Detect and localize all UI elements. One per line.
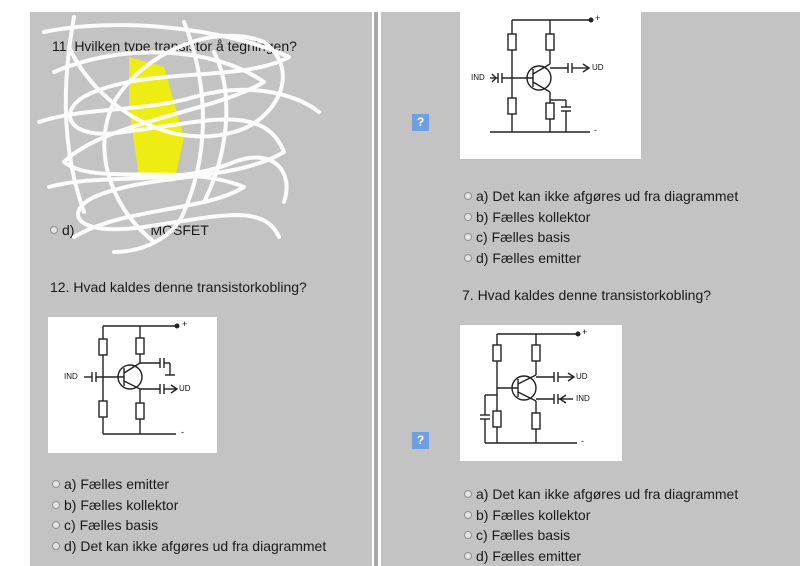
option-text: Det kan ikke afgøres ud fra diagrammet	[492, 188, 739, 205]
question-7-circuit-diagram	[460, 325, 622, 461]
question-7-option-c[interactable]	[464, 525, 738, 546]
option-letter: c)	[64, 517, 76, 534]
radio-button[interactable]	[464, 254, 472, 262]
option-text: Fælles emitter	[492, 249, 582, 266]
question-12-option-a[interactable]	[52, 474, 326, 495]
radio-button[interactable]	[464, 552, 472, 560]
option-letter: a)	[64, 476, 77, 493]
question-7-option-d[interactable]	[464, 546, 738, 566]
diagram-minus-label: -	[181, 427, 184, 437]
diagram-plus-label: +	[582, 327, 588, 337]
radio-button[interactable]	[464, 213, 472, 221]
option-letter: d)	[64, 537, 77, 554]
question-12-circuit-diagram	[48, 317, 217, 453]
option-text: Det kan ikke afgøres ud fra diagrammet	[80, 537, 327, 554]
radio-button[interactable]	[52, 521, 60, 529]
option-text: Fælles kollektor	[80, 496, 179, 513]
option-letter: a)	[476, 486, 489, 503]
diagram-input-label: IND	[471, 73, 485, 82]
radio-button[interactable]	[52, 542, 60, 550]
option-letter: b)	[64, 496, 77, 513]
option-text: Fælles basis	[491, 527, 571, 544]
option-letter: c)	[476, 527, 488, 544]
diagram-output-label: UD	[179, 384, 191, 393]
question-7-answers	[464, 484, 738, 566]
diagram-plus-label: +	[595, 13, 601, 23]
option-text: Fælles basis	[491, 229, 571, 246]
question-6-circuit-diagram	[460, 12, 641, 159]
question-12-text: 12. Hvad kaldes denne transistorkobling?	[50, 279, 307, 295]
option-text: Fælles kollektor	[492, 208, 591, 225]
radio-button[interactable]	[52, 480, 60, 488]
radio-button[interactable]	[464, 192, 472, 200]
question-11-start: Hvilken	[74, 38, 125, 54]
question-6-help-icon[interactable]: ?	[412, 114, 429, 131]
question-6-option-b[interactable]	[464, 207, 738, 228]
option-text: Fælles kollektor	[492, 506, 591, 523]
question-11-number: 11.	[52, 38, 75, 54]
question-11-middle: type transistor	[124, 38, 216, 54]
option-text: Fælles basis	[79, 517, 159, 534]
diagram-input-label: IND	[576, 394, 590, 403]
pane-divider[interactable]	[374, 12, 378, 566]
question-6-answers	[464, 186, 738, 268]
radio-button[interactable]	[464, 511, 472, 519]
question-11-end: å tegningen?	[215, 38, 297, 54]
diagram-minus-label: -	[594, 125, 597, 135]
diagram-input-label: IND	[64, 372, 78, 381]
question-12-answers	[52, 474, 326, 556]
option-text: Det kan ikke afgøres ud fra diagrammet	[492, 486, 739, 503]
diagram-minus-label: -	[581, 436, 584, 446]
radio-button[interactable]	[464, 490, 472, 498]
question-6-option-a[interactable]	[464, 186, 738, 207]
diagram-plus-label: +	[182, 319, 188, 329]
question-12-option-d[interactable]	[52, 536, 326, 557]
option-letter: d)	[62, 222, 75, 239]
diagram-output-label: UD	[592, 63, 604, 72]
radio-button[interactable]	[464, 233, 472, 241]
option-text: Fælles emitter	[80, 476, 170, 493]
question-7-text: 7. Hvad kaldes denne transistorkobling?	[462, 287, 712, 303]
question-7-option-a[interactable]	[464, 484, 738, 505]
question-7-option-b[interactable]	[464, 505, 738, 526]
question-7-help-icon[interactable]: ?	[412, 432, 429, 449]
question-12-option-c[interactable]	[52, 515, 326, 536]
option-letter: b)	[476, 208, 489, 225]
option-text: MOSFET	[150, 222, 209, 239]
option-letter: c)	[476, 229, 488, 246]
radio-button[interactable]	[464, 531, 472, 539]
question-12-option-b[interactable]	[52, 495, 326, 516]
option-letter: d)	[476, 547, 489, 564]
scribble-overlay	[34, 12, 324, 262]
option-letter: a)	[476, 188, 489, 205]
question-6-option-c[interactable]	[464, 227, 738, 248]
question-6-option-d[interactable]	[464, 248, 738, 269]
option-letter: d)	[476, 249, 489, 266]
option-letter: b)	[476, 506, 489, 523]
diagram-output-label: UD	[576, 372, 588, 381]
radio-button[interactable]	[52, 501, 60, 509]
option-text: Fælles emitter	[492, 547, 582, 564]
